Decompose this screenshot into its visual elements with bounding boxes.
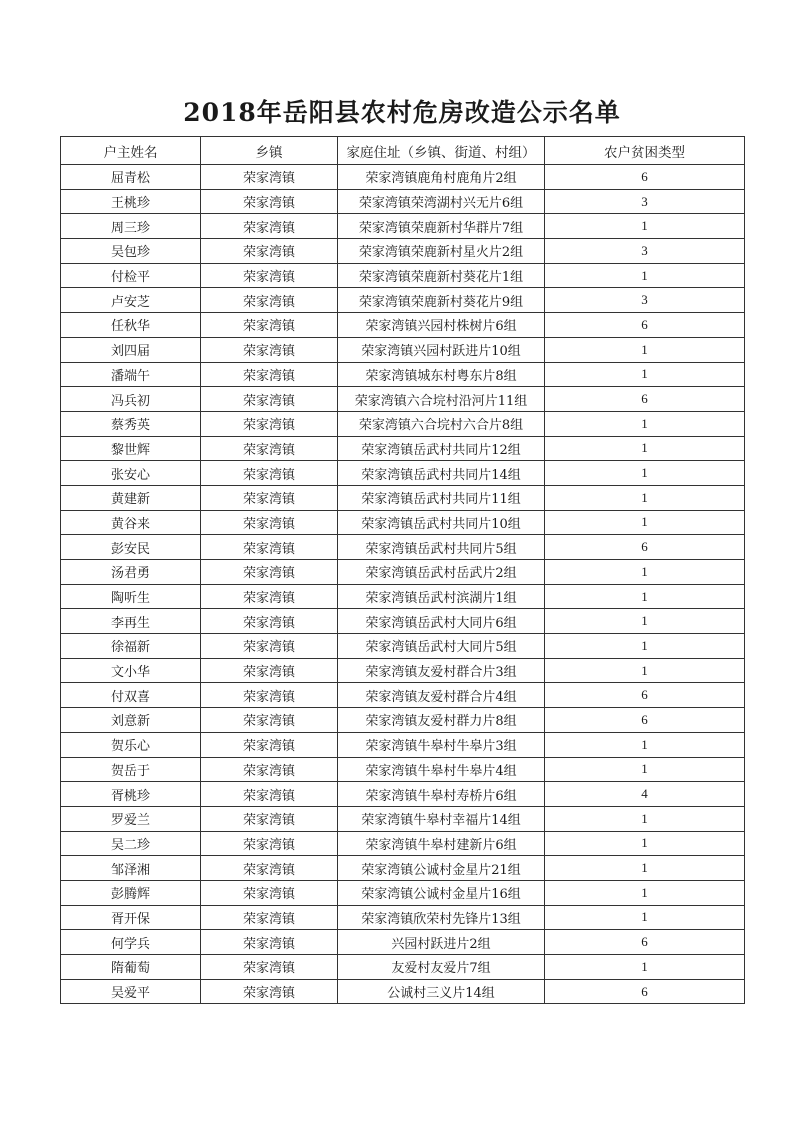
- cell-township: 荣家湾镇: [201, 955, 338, 980]
- cell-township: 荣家湾镇: [201, 905, 338, 930]
- cell-householder-name: 徐福新: [61, 634, 201, 659]
- cell-poverty-type: 1: [545, 806, 745, 831]
- cell-householder-name: 吴二珍: [61, 831, 201, 856]
- cell-home-address: 荣家湾镇牛皋村牛皋片3组: [338, 732, 545, 757]
- cell-poverty-type: 1: [545, 485, 745, 510]
- cell-township: 荣家湾镇: [201, 535, 338, 560]
- cell-householder-name: 王桃珍: [61, 189, 201, 214]
- table-row: [61, 313, 745, 338]
- table-row: [61, 485, 745, 510]
- cell-home-address: 荣家湾镇岳武村大同片5组: [338, 634, 545, 659]
- cell-home-address: 荣家湾镇六合垸村沿河片11组: [338, 387, 545, 412]
- cell-householder-name: 黎世辉: [61, 436, 201, 461]
- cell-township: 荣家湾镇: [201, 313, 338, 338]
- cell-home-address: 荣家湾镇岳武村共同片12组: [338, 436, 545, 461]
- cell-poverty-type: 6: [545, 313, 745, 338]
- cell-poverty-type: 1: [545, 461, 745, 486]
- cell-home-address: 荣家湾镇公诚村金星片16组: [338, 880, 545, 905]
- header-householder-name: 户主姓名: [61, 137, 201, 165]
- cell-township: 荣家湾镇: [201, 436, 338, 461]
- cell-poverty-type: 6: [545, 165, 745, 190]
- table-row: [61, 806, 745, 831]
- table-row: [61, 905, 745, 930]
- cell-home-address: 荣家湾镇友爱村群合片3组: [338, 658, 545, 683]
- cell-township: 荣家湾镇: [201, 856, 338, 881]
- table-row: [61, 461, 745, 486]
- cell-poverty-type: 6: [545, 683, 745, 708]
- cell-township: 荣家湾镇: [201, 634, 338, 659]
- cell-householder-name: 贺乐心: [61, 732, 201, 757]
- cell-home-address: 荣家湾镇友爱村群合片4组: [338, 683, 545, 708]
- cell-township: 荣家湾镇: [201, 930, 338, 955]
- cell-home-address: 公诚村三义片14组: [338, 979, 545, 1004]
- table-row: [61, 955, 745, 980]
- cell-home-address: 荣家湾镇城东村粤东片8组: [338, 362, 545, 387]
- cell-home-address: 荣家湾镇荣鹿新村星火片2组: [338, 239, 545, 264]
- cell-home-address: 荣家湾镇岳武村滨湖片1组: [338, 584, 545, 609]
- cell-home-address: 荣家湾镇牛皋村寿桥片6组: [338, 782, 545, 807]
- cell-township: 荣家湾镇: [201, 362, 338, 387]
- cell-householder-name: 蔡秀英: [61, 411, 201, 436]
- table-row: [61, 683, 745, 708]
- cell-poverty-type: 6: [545, 708, 745, 733]
- table-row: [61, 708, 745, 733]
- cell-township: 荣家湾镇: [201, 510, 338, 535]
- cell-householder-name: 李再生: [61, 609, 201, 634]
- cell-poverty-type: 1: [545, 510, 745, 535]
- cell-householder-name: 何学兵: [61, 930, 201, 955]
- cell-poverty-type: 1: [545, 880, 745, 905]
- cell-householder-name: 潘端午: [61, 362, 201, 387]
- cell-poverty-type: 3: [545, 189, 745, 214]
- cell-householder-name: 吴爱平: [61, 979, 201, 1004]
- cell-township: 荣家湾镇: [201, 609, 338, 634]
- cell-township: 荣家湾镇: [201, 732, 338, 757]
- header-township: 乡镇: [201, 137, 338, 165]
- cell-township: 荣家湾镇: [201, 387, 338, 412]
- cell-poverty-type: 1: [545, 560, 745, 585]
- cell-householder-name: 冯兵初: [61, 387, 201, 412]
- cell-home-address: 荣家湾镇友爱村群力片8组: [338, 708, 545, 733]
- table-row: [61, 165, 745, 190]
- cell-poverty-type: 6: [545, 387, 745, 412]
- table-row: [61, 979, 745, 1004]
- cell-poverty-type: 1: [545, 362, 745, 387]
- cell-householder-name: 黄谷来: [61, 510, 201, 535]
- cell-township: 荣家湾镇: [201, 165, 338, 190]
- cell-home-address: 荣家湾镇岳武村大同片6组: [338, 609, 545, 634]
- table-row: [61, 214, 745, 239]
- cell-poverty-type: 1: [545, 609, 745, 634]
- cell-householder-name: 卢安芝: [61, 288, 201, 313]
- cell-poverty-type: 1: [545, 634, 745, 659]
- cell-home-address: 荣家湾镇欣荣村先锋片13组: [338, 905, 545, 930]
- cell-township: 荣家湾镇: [201, 239, 338, 264]
- table-row: [61, 831, 745, 856]
- table-row: [61, 757, 745, 782]
- page-title: 2018年岳阳县农村危房改造公示名单: [183, 98, 621, 127]
- cell-householder-name: 陶听生: [61, 584, 201, 609]
- cell-householder-name: 张安心: [61, 461, 201, 486]
- header-poverty-type: 农户贫困类型: [545, 137, 745, 165]
- table-row: [61, 634, 745, 659]
- cell-home-address: 荣家湾镇鹿角村鹿角片2组: [338, 165, 545, 190]
- table-row: [61, 337, 745, 362]
- cell-poverty-type: 1: [545, 436, 745, 461]
- cell-poverty-type: 1: [545, 584, 745, 609]
- cell-poverty-type: 6: [545, 930, 745, 955]
- cell-home-address: 荣家湾镇岳武村共同片14组: [338, 461, 545, 486]
- cell-township: 荣家湾镇: [201, 485, 338, 510]
- table-row: [61, 782, 745, 807]
- cell-home-address: 荣家湾镇公诚村金星片21组: [338, 856, 545, 881]
- cell-poverty-type: 1: [545, 263, 745, 288]
- cell-home-address: 友爱村友爱片7组: [338, 955, 545, 980]
- cell-poverty-type: 3: [545, 288, 745, 313]
- cell-householder-name: 任秋华: [61, 313, 201, 338]
- cell-poverty-type: 6: [545, 535, 745, 560]
- cell-householder-name: 吴包珍: [61, 239, 201, 264]
- table-row: [61, 436, 745, 461]
- table-row: [61, 239, 745, 264]
- cell-poverty-type: 1: [545, 732, 745, 757]
- cell-householder-name: 胥开保: [61, 905, 201, 930]
- cell-township: 荣家湾镇: [201, 214, 338, 239]
- table-row: [61, 732, 745, 757]
- cell-home-address: 兴园村跃进片2组: [338, 930, 545, 955]
- cell-householder-name: 屈青松: [61, 165, 201, 190]
- cell-township: 荣家湾镇: [201, 782, 338, 807]
- table-row: [61, 288, 745, 313]
- cell-home-address: 荣家湾镇牛皋村幸福片14组: [338, 806, 545, 831]
- table-row: [61, 560, 745, 585]
- cell-householder-name: 罗爱兰: [61, 806, 201, 831]
- cell-poverty-type: 1: [545, 411, 745, 436]
- cell-householder-name: 邹泽湘: [61, 856, 201, 881]
- cell-householder-name: 黄建新: [61, 485, 201, 510]
- table-row: [61, 856, 745, 881]
- cell-home-address: 荣家湾镇牛皋村建新片6组: [338, 831, 545, 856]
- cell-poverty-type: 4: [545, 782, 745, 807]
- cell-householder-name: 周三珍: [61, 214, 201, 239]
- cell-householder-name: 付检平: [61, 263, 201, 288]
- table-body: [61, 165, 745, 1004]
- cell-township: 荣家湾镇: [201, 584, 338, 609]
- cell-home-address: 荣家湾镇岳武村共同片10组: [338, 510, 545, 535]
- cell-township: 荣家湾镇: [201, 411, 338, 436]
- cell-township: 荣家湾镇: [201, 461, 338, 486]
- cell-home-address: 荣家湾镇六合垸村六合片8组: [338, 411, 545, 436]
- cell-home-address: 荣家湾镇兴园村跃进片10组: [338, 337, 545, 362]
- cell-poverty-type: 1: [545, 955, 745, 980]
- cell-poverty-type: 1: [545, 214, 745, 239]
- cell-township: 荣家湾镇: [201, 560, 338, 585]
- cell-home-address: 荣家湾镇岳武村共同片11组: [338, 485, 545, 510]
- cell-poverty-type: 6: [545, 979, 745, 1004]
- table-row: [61, 609, 745, 634]
- cell-poverty-type: 1: [545, 337, 745, 362]
- table-header-row: [61, 137, 745, 165]
- cell-township: 荣家湾镇: [201, 708, 338, 733]
- cell-householder-name: 文小华: [61, 658, 201, 683]
- cell-householder-name: 胥桃珍: [61, 782, 201, 807]
- cell-township: 荣家湾镇: [201, 337, 338, 362]
- cell-poverty-type: 3: [545, 239, 745, 264]
- table-row: [61, 362, 745, 387]
- cell-home-address: 荣家湾镇荣湾湖村兴无片6组: [338, 189, 545, 214]
- cell-householder-name: 隋葡萄: [61, 955, 201, 980]
- cell-home-address: 荣家湾镇荣鹿新村华群片7组: [338, 214, 545, 239]
- cell-householder-name: 刘四届: [61, 337, 201, 362]
- cell-township: 荣家湾镇: [201, 658, 338, 683]
- cell-home-address: 荣家湾镇牛皋村牛皋片4组: [338, 757, 545, 782]
- cell-poverty-type: 1: [545, 757, 745, 782]
- cell-poverty-type: 1: [545, 658, 745, 683]
- cell-township: 荣家湾镇: [201, 880, 338, 905]
- table-row: [61, 263, 745, 288]
- cell-poverty-type: 1: [545, 856, 745, 881]
- table-row: [61, 411, 745, 436]
- cell-township: 荣家湾镇: [201, 288, 338, 313]
- cell-householder-name: 刘意新: [61, 708, 201, 733]
- table-row: [61, 658, 745, 683]
- cell-township: 荣家湾镇: [201, 683, 338, 708]
- cell-township: 荣家湾镇: [201, 757, 338, 782]
- table-row: [61, 387, 745, 412]
- table-row: [61, 880, 745, 905]
- cell-home-address: 荣家湾镇岳武村共同片5组: [338, 535, 545, 560]
- table-row: [61, 584, 745, 609]
- cell-home-address: 荣家湾镇荣鹿新村葵花片1组: [338, 263, 545, 288]
- cell-township: 荣家湾镇: [201, 979, 338, 1004]
- table-row: [61, 535, 745, 560]
- cell-township: 荣家湾镇: [201, 263, 338, 288]
- cell-home-address: 荣家湾镇荣鹿新村葵花片9组: [338, 288, 545, 313]
- cell-home-address: 荣家湾镇岳武村岳武片2组: [338, 560, 545, 585]
- cell-householder-name: 汤君勇: [61, 560, 201, 585]
- table-row: [61, 189, 745, 214]
- cell-householder-name: 付双喜: [61, 683, 201, 708]
- cell-home-address: 荣家湾镇兴园村株树片6组: [338, 313, 545, 338]
- cell-township: 荣家湾镇: [201, 189, 338, 214]
- cell-poverty-type: 1: [545, 905, 745, 930]
- cell-township: 荣家湾镇: [201, 831, 338, 856]
- cell-township: 荣家湾镇: [201, 806, 338, 831]
- cell-poverty-type: 1: [545, 831, 745, 856]
- housing-roster-table: [60, 136, 745, 1004]
- header-home-address: 家庭住址（乡镇、街道、村组）: [338, 137, 545, 165]
- table-row: [61, 510, 745, 535]
- cell-householder-name: 彭腾辉: [61, 880, 201, 905]
- cell-householder-name: 彭安民: [61, 535, 201, 560]
- cell-householder-name: 贺岳于: [61, 757, 201, 782]
- table-row: [61, 930, 745, 955]
